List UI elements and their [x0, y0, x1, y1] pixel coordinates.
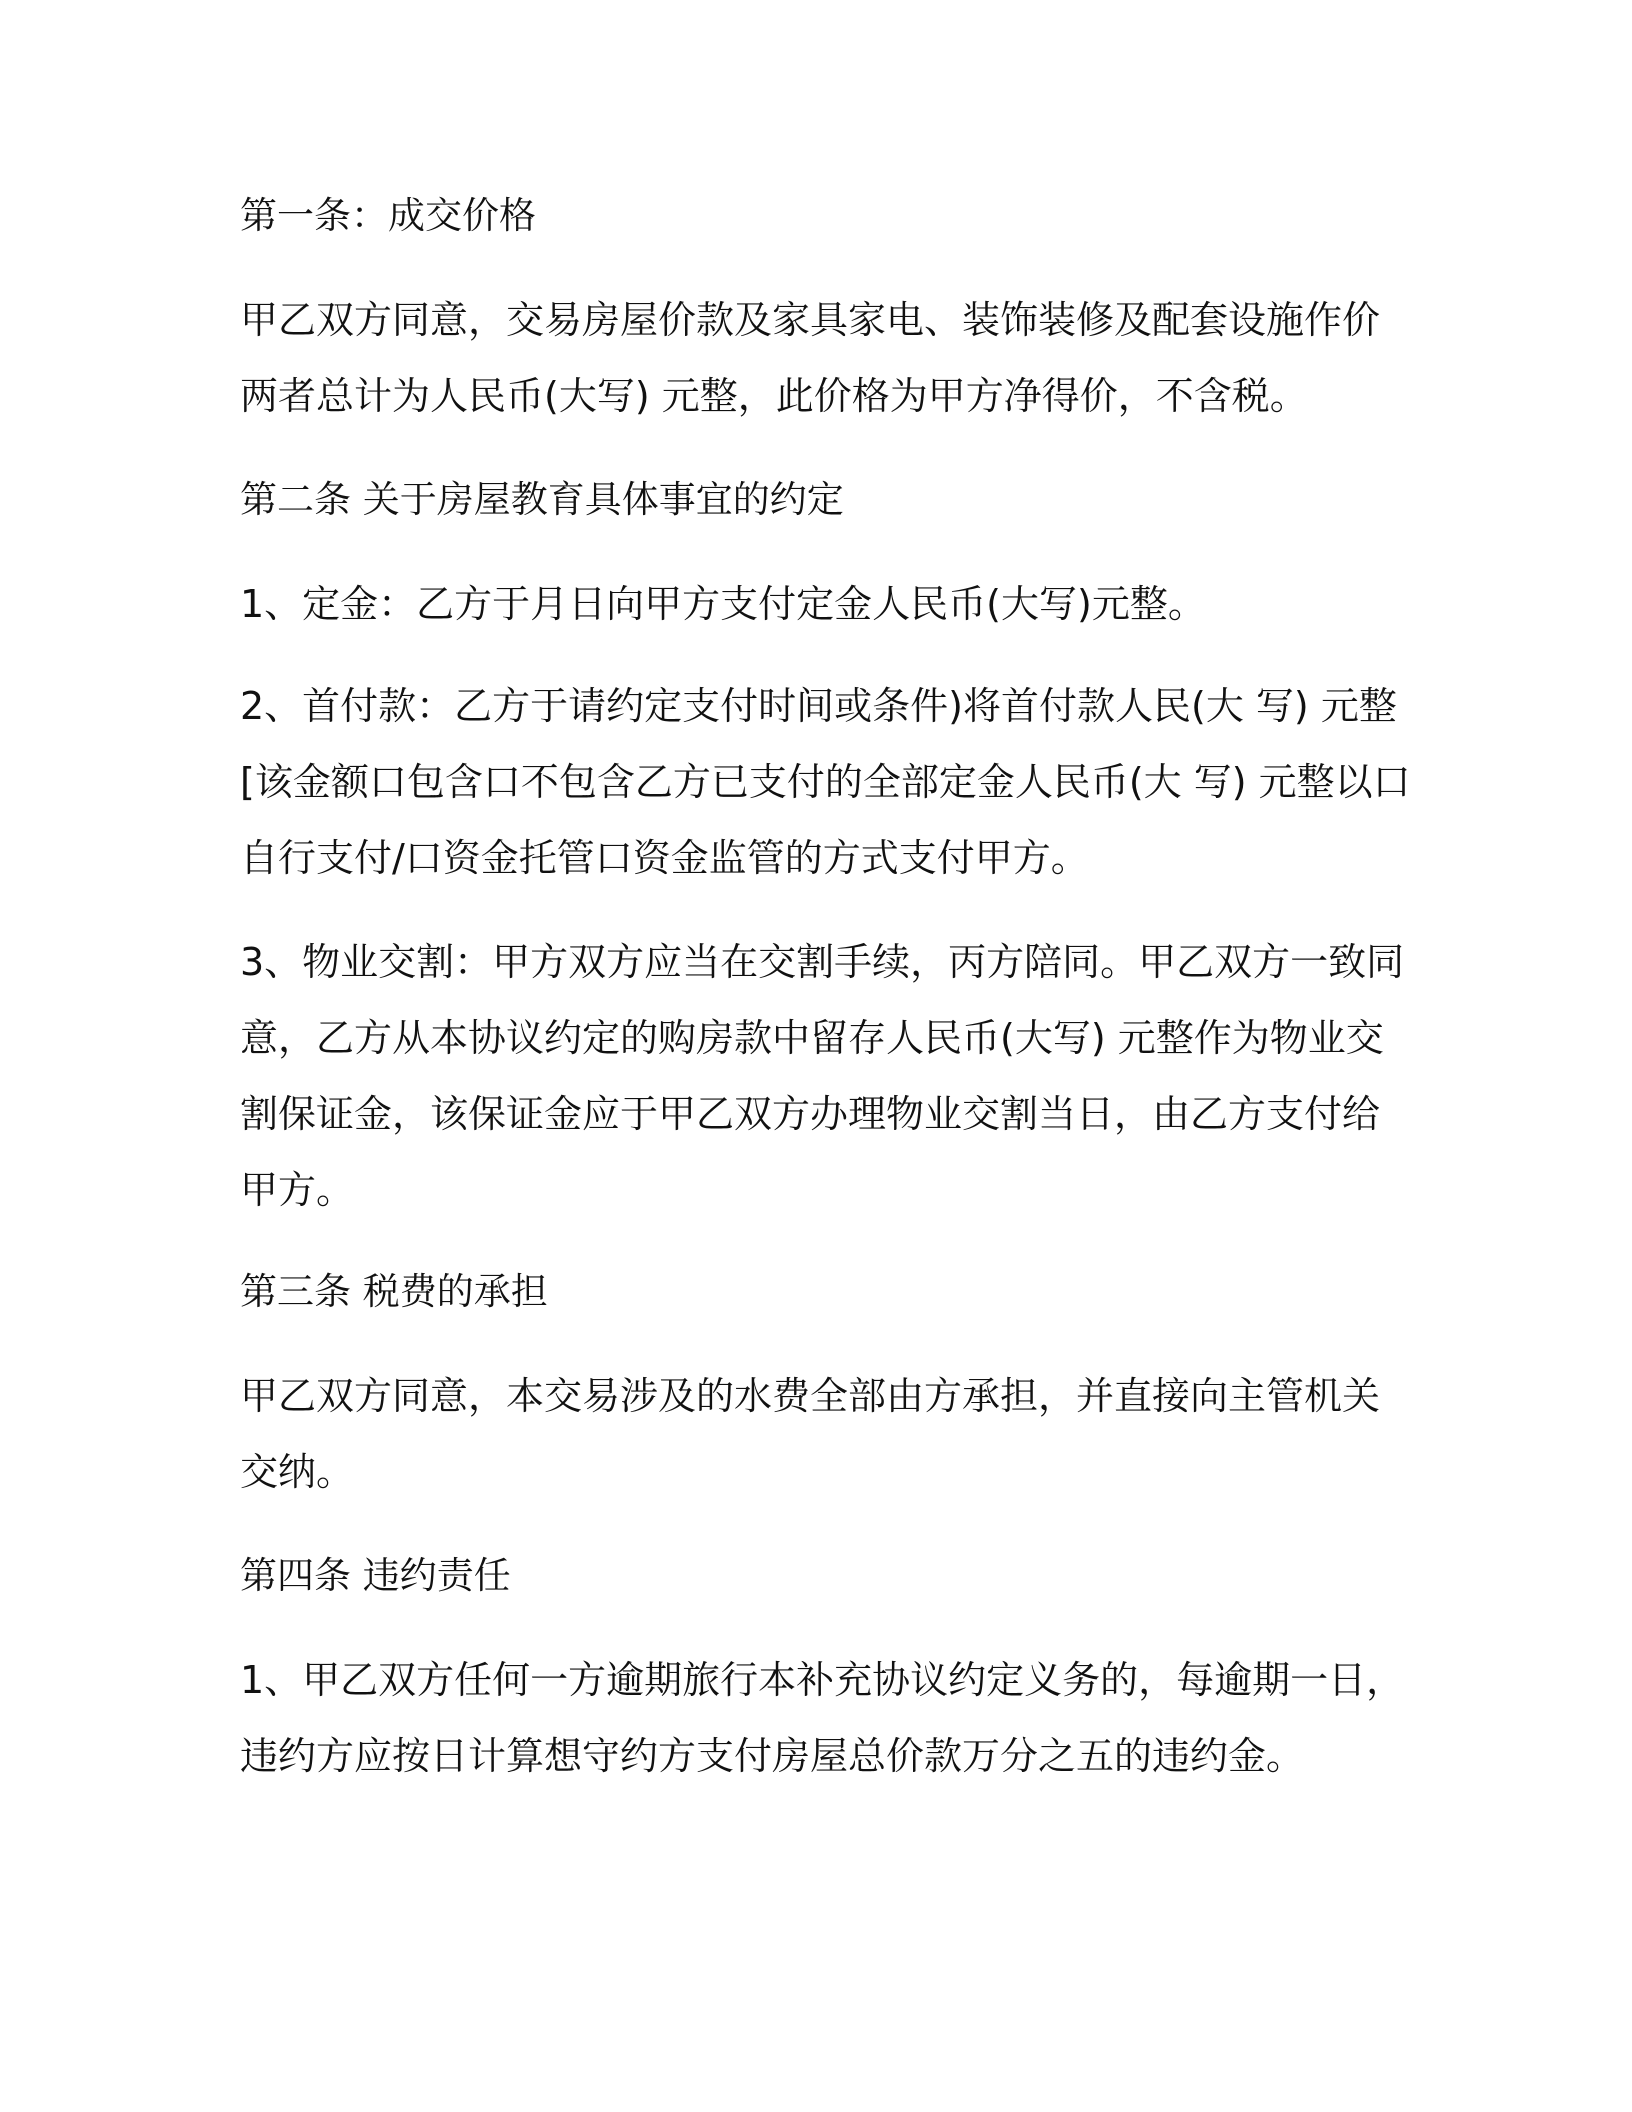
clause-2-3-line-2: 意，乙方从本协议约定的购房款中留存人民币(大写) 元整作为物业交 [240, 1016, 1384, 1060]
clause-2-2-line-1: 2、首付款：乙方于请约定支付时间或条件)将首付款人民(大 写) 元整 [240, 684, 1397, 728]
clause-4-1-line-2: 违约方应按日计算想守约方支付房屋总价款万分之五的违约金。 [240, 1734, 1305, 1778]
article-1-text-line-2: 两者总计为人民币(大写) 元整，此价格为甲方净得价，不含税。 [240, 374, 1308, 418]
article-3-text-line-1: 甲乙双方同意，本交易涉及的水费全部由方承担，并直接向主管机关 [240, 1374, 1381, 1418]
clause-2-3-line-1: 3、物业交割：甲方双方应当在交割手续，丙方陪同。甲乙双方一致同 [240, 940, 1405, 984]
article-1-heading: 第一条：成交价格 [240, 194, 536, 237]
article-1-text-line-1: 甲乙双方同意，交易房屋价款及家具家电、装饰装修及配套设施作价 [240, 298, 1381, 342]
clause-2-3-line-3: 割保证金，该保证金应于甲乙双方办理物业交割当日，由乙方支付给 [240, 1092, 1381, 1136]
clause-4-1-line-1: 1、甲乙双方任何一方逾期旅行本补充协议约定义务的，每逾期一日， [240, 1658, 1405, 1702]
clause-2-1-deposit: 1、定金：乙方于月日向甲方支付定金人民币(大写)元整。 [240, 582, 1206, 626]
clause-2-2-line-2: [该金额口包含口不包含乙方已支付的全部定金人民币(大 写) 元整以口 [240, 760, 1411, 804]
clause-2-2-line-3: 自行支付/口资金托管口资金监管的方式支付甲方。 [240, 836, 1089, 880]
article-3-heading: 第三条 税费的承担 [240, 1270, 548, 1313]
article-4-heading: 第四条 违约责任 [240, 1554, 511, 1597]
article-3-text-line-2: 交纳。 [240, 1450, 355, 1494]
clause-2-3-line-4: 甲方。 [240, 1168, 355, 1212]
article-2-heading: 第二条 关于房屋教育具体事宜的约定 [240, 478, 844, 521]
